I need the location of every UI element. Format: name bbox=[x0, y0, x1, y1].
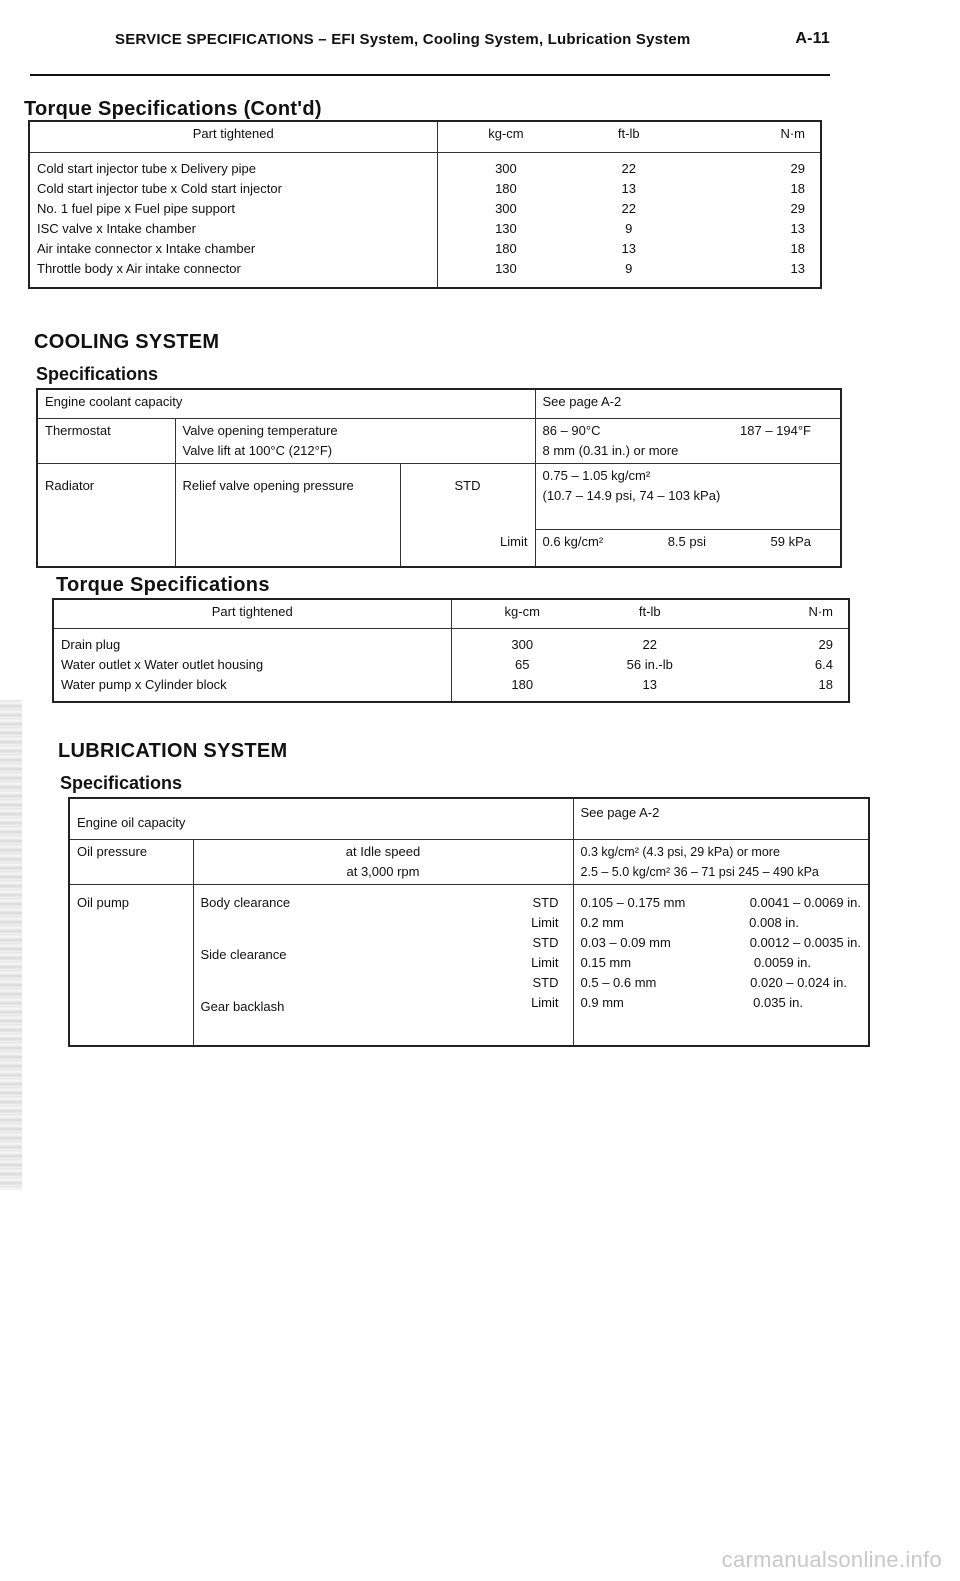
relief-limit-values bbox=[535, 530, 841, 567]
cell-nm: 29 bbox=[790, 161, 805, 176]
valve-opening-f: 187 – 194°F bbox=[740, 423, 811, 438]
cell-nm: 29 bbox=[818, 637, 833, 652]
cooling-torque-values bbox=[451, 629, 849, 703]
cell-ftlb: 13 bbox=[621, 241, 636, 256]
col-n-m: N·m bbox=[808, 604, 833, 619]
gear-limit-in: 0.035 in. bbox=[753, 995, 804, 1010]
col-ft-lb: ft-lb bbox=[638, 604, 661, 619]
table-row bbox=[445, 199, 814, 219]
watermark-text: carmanualsonline.info bbox=[721, 1547, 942, 1572]
body-limit-label: Limit bbox=[531, 915, 559, 930]
rpm-pressure-value: 2.5 – 5.0 kg/cm² 36 – 71 psi 245 – 490 kPa bbox=[580, 865, 819, 879]
lubrication-specifications-title: Specifications bbox=[60, 773, 183, 793]
body-clearance-label: Body clearance bbox=[200, 895, 291, 910]
table-row bbox=[581, 953, 862, 973]
side-limit-mm: 0.15 mm bbox=[580, 955, 632, 970]
table-row bbox=[445, 259, 814, 279]
table-row: ISC valve x Intake chamber bbox=[37, 221, 196, 236]
side-std-label: STD bbox=[532, 935, 559, 950]
cell-ftlb: 22 bbox=[621, 201, 636, 216]
gear-backlash-label: Gear backlash bbox=[200, 999, 285, 1014]
col-ft-lb: ft-lb bbox=[617, 126, 640, 141]
table-row: No. 1 fuel pipe x Fuel pipe support bbox=[37, 201, 236, 216]
cell-ftlb: 22 bbox=[621, 161, 636, 176]
relief-limit-label: Limit bbox=[400, 530, 535, 567]
table-row bbox=[459, 675, 842, 695]
gear-limit-mm: 0.9 mm bbox=[580, 995, 624, 1010]
rpm-label: at 3,000 rpm bbox=[346, 864, 420, 879]
cell-nm: 18 bbox=[790, 241, 805, 256]
col-part-tightened: Part tightened bbox=[53, 599, 451, 629]
page-header bbox=[115, 30, 830, 48]
table-row bbox=[581, 913, 862, 933]
table-row bbox=[445, 179, 814, 199]
body-std-label: STD bbox=[532, 895, 559, 910]
cell-kgcm: 300 bbox=[495, 201, 517, 216]
gear-std-in: 0.020 – 0.024 in. bbox=[750, 975, 848, 990]
valve-opening-label: Valve opening temperature bbox=[182, 423, 338, 438]
relief-limit-kg: 0.6 kg/cm² bbox=[542, 534, 604, 550]
table-row: Drain plug bbox=[61, 637, 121, 652]
cooling-specifications-title: Specifications bbox=[36, 364, 159, 384]
gear-std-mm: 0.5 – 0.6 mm bbox=[580, 975, 657, 990]
coolant-capacity-value: See page A-2 bbox=[535, 389, 841, 419]
header-rule bbox=[30, 74, 830, 76]
idle-speed-label: at Idle speed bbox=[345, 844, 421, 859]
relief-limit-kpa: 59 kPa bbox=[770, 534, 811, 550]
header-subtitle: EFI System, Cooling System, Lubrication System bbox=[331, 31, 691, 48]
table-row: Cold start injector tube x Cold start injector bbox=[37, 181, 282, 196]
relief-valve-label: Relief valve opening pressure bbox=[175, 464, 400, 568]
cooling-torque-table bbox=[52, 598, 850, 703]
cell-nm: 6.4 bbox=[814, 657, 833, 672]
valve-lift-label: Valve lift at 100°C (212°F) bbox=[182, 443, 333, 458]
table-row: Cold start injector tube x Delivery pipe bbox=[37, 161, 256, 176]
oil-capacity-value: See page A-2 bbox=[573, 798, 869, 840]
relief-std-psi-kpa: (10.7 – 14.9 psi, 74 – 103 kPa) bbox=[542, 488, 721, 503]
cell-kgcm: 130 bbox=[495, 261, 517, 276]
side-std-in: 0.0012 – 0.0035 in. bbox=[749, 935, 862, 950]
cell-nm: 13 bbox=[790, 261, 805, 276]
cell-kgcm: 180 bbox=[495, 181, 517, 196]
cell-nm: 18 bbox=[790, 181, 805, 196]
col-kg-cm: kg-cm bbox=[488, 126, 524, 141]
torque-contd-table bbox=[28, 120, 822, 289]
page-code: A-11 bbox=[795, 30, 830, 47]
cell-ftlb: 22 bbox=[642, 637, 657, 652]
body-limit-in: 0.008 in. bbox=[749, 915, 800, 930]
cell-kgcm: 130 bbox=[495, 221, 517, 236]
oil-pressure-label: Oil pressure bbox=[69, 840, 193, 885]
lubrication-spec-table bbox=[68, 797, 870, 1047]
cell-kgcm: 300 bbox=[511, 637, 534, 652]
cell-kgcm: 180 bbox=[511, 677, 534, 692]
cell-ftlb: 9 bbox=[625, 261, 633, 276]
scan-binding-edge bbox=[0, 700, 22, 1190]
cooling-torque-parts bbox=[53, 629, 451, 703]
cell-ftlb: 13 bbox=[642, 677, 657, 692]
table-row bbox=[581, 973, 862, 993]
oil-pressure-values bbox=[573, 840, 869, 885]
relief-limit-psi: 8.5 psi bbox=[667, 534, 706, 550]
torque-contd-parts bbox=[29, 153, 437, 289]
relief-std-label: STD bbox=[400, 464, 535, 530]
table-row bbox=[459, 655, 842, 675]
oil-pump-values bbox=[573, 885, 869, 1047]
cell-nm: 13 bbox=[790, 221, 805, 236]
header-title bbox=[115, 31, 690, 48]
cell-nm: 18 bbox=[818, 677, 833, 692]
coolant-capacity-label: Engine coolant capacity bbox=[37, 389, 535, 419]
cell-ftlb: 56 in.-lb bbox=[626, 657, 673, 672]
oil-pressure-conditions bbox=[193, 840, 573, 885]
header-dash: – bbox=[318, 31, 327, 48]
col-part-tightened: Part tightened bbox=[29, 121, 437, 153]
relief-std-values bbox=[535, 464, 841, 530]
torque-contd-title: Torque Specifications (Cont'd) bbox=[24, 98, 322, 120]
torque-contd-values bbox=[437, 153, 821, 289]
table-row: Throttle body x Air intake connector bbox=[37, 261, 241, 276]
thermostat-values bbox=[535, 419, 841, 464]
side-limit-label: Limit bbox=[531, 955, 559, 970]
radiator-label: Radiator bbox=[37, 464, 175, 568]
table-row bbox=[459, 635, 842, 655]
valve-lift-value: 8 mm (0.31 in.) or more bbox=[542, 443, 679, 458]
cooling-system-title: COOLING SYSTEM bbox=[34, 331, 220, 353]
valve-opening-values bbox=[543, 421, 834, 441]
oil-capacity-label: Engine oil capacity bbox=[69, 798, 573, 840]
cell-kgcm: 65 bbox=[515, 657, 530, 672]
cell-kgcm: 180 bbox=[495, 241, 517, 256]
col-n-m: N·m bbox=[780, 126, 805, 141]
table-row: Air intake connector x Intake chamber bbox=[37, 241, 256, 256]
cell-ftlb: 13 bbox=[621, 181, 636, 196]
table-row bbox=[445, 219, 814, 239]
gear-limit-label: Limit bbox=[531, 995, 559, 1010]
table-row: Water outlet x Water outlet housing bbox=[61, 657, 264, 672]
header-section: SERVICE SPECIFICATIONS bbox=[115, 31, 314, 48]
thermostat-label: Thermostat bbox=[37, 419, 175, 464]
col-kg-cm: kg-cm bbox=[504, 604, 540, 619]
cell-nm: 29 bbox=[790, 201, 805, 216]
relief-std-kg: 0.75 – 1.05 kg/cm² bbox=[542, 468, 651, 483]
body-std-in: 0.0041 – 0.0069 in. bbox=[749, 895, 862, 910]
side-std-mm: 0.03 – 0.09 mm bbox=[580, 935, 671, 950]
cooling-spec-table bbox=[36, 388, 842, 568]
thermostat-items bbox=[175, 419, 535, 464]
cell-kgcm: 300 bbox=[495, 161, 517, 176]
table-row: Water pump x Cylinder block bbox=[61, 677, 227, 692]
oil-pump-std-limit bbox=[393, 885, 573, 1047]
cooling-torque-title: Torque Specifications bbox=[56, 574, 270, 596]
valve-opening-c: 86 – 90°C bbox=[542, 423, 601, 438]
lubrication-system-title: LUBRICATION SYSTEM bbox=[58, 740, 288, 762]
torque-contd-units bbox=[437, 121, 821, 153]
cooling-torque-units bbox=[451, 599, 849, 629]
cell-ftlb: 9 bbox=[625, 221, 633, 236]
table-row bbox=[445, 239, 814, 259]
table-row bbox=[581, 893, 862, 913]
oil-pump-items bbox=[193, 885, 393, 1047]
side-clearance-label: Side clearance bbox=[200, 947, 287, 962]
side-limit-in: 0.0059 in. bbox=[753, 955, 812, 970]
body-limit-mm: 0.2 mm bbox=[580, 915, 624, 930]
body-std-mm: 0.105 – 0.175 mm bbox=[580, 895, 686, 910]
table-row bbox=[581, 993, 862, 1013]
table-row bbox=[445, 159, 814, 179]
oil-pump-label: Oil pump bbox=[69, 885, 193, 1047]
idle-pressure-value: 0.3 kg/cm² (4.3 psi, 29 kPa) or more bbox=[580, 845, 780, 859]
table-row bbox=[581, 933, 862, 953]
gear-std-label: STD bbox=[532, 975, 559, 990]
